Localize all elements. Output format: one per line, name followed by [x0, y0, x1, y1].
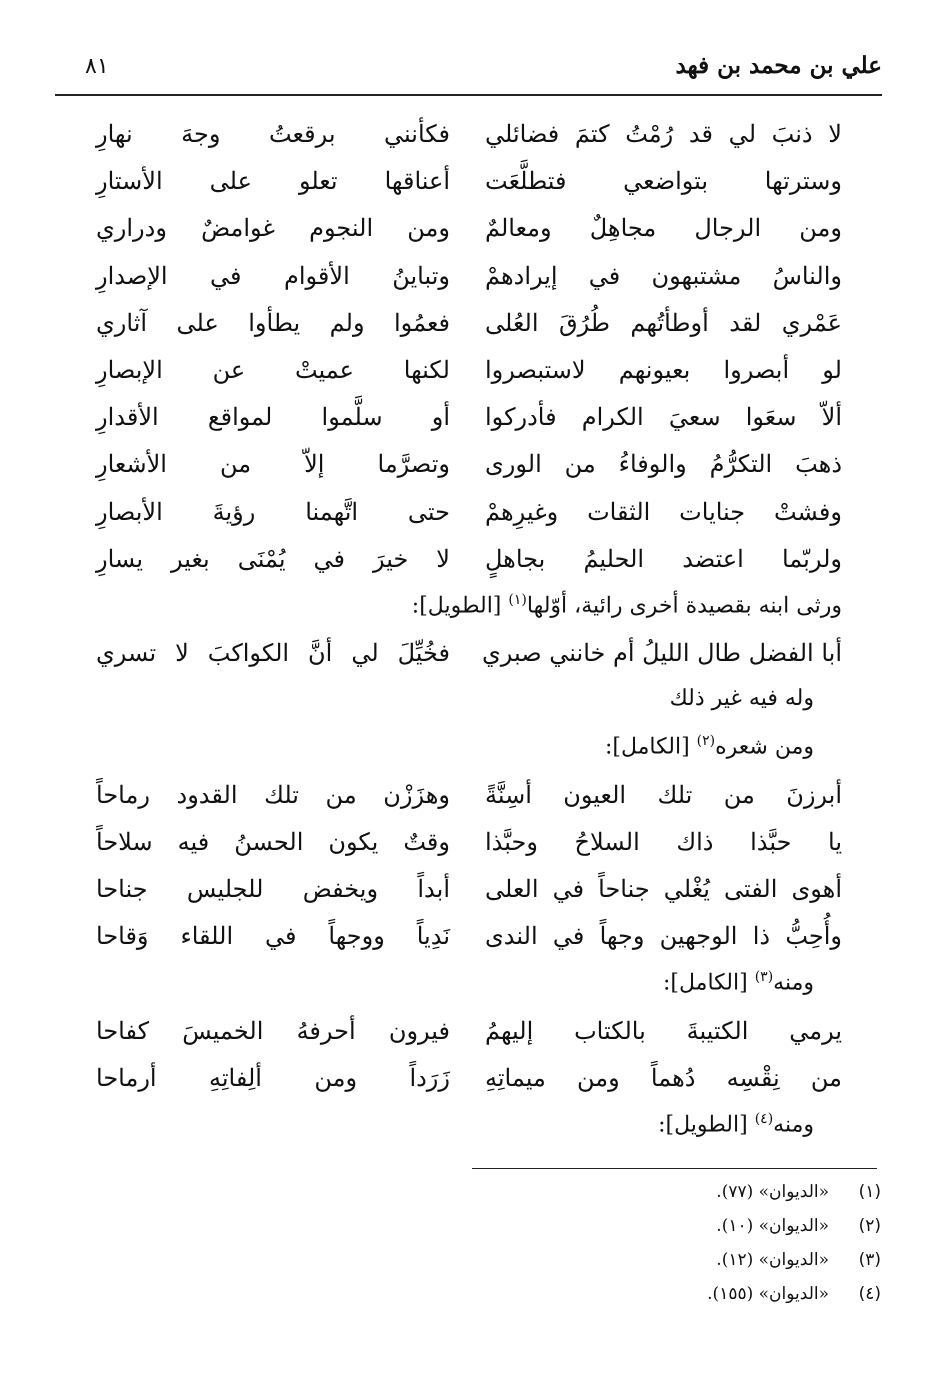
footnote-separator — [472, 1168, 877, 1169]
footnote-text: «الديوان» (٧٧). — [716, 1182, 829, 1202]
prose-line — [0, 588, 939, 635]
prose-text-main: ورثى ابنه بقصيدة أخرى رائية، أوّلها — [526, 593, 842, 619]
prose-text-main: ومن شعره — [715, 734, 814, 760]
footnote-number: (٤) — [858, 1284, 881, 1304]
verse-line — [0, 541, 939, 588]
footnote-marker: (٣) — [754, 969, 774, 986]
first-hemistich: وسترتها بتواضعي فتطلَّعَت — [485, 167, 842, 196]
first-hemistich: والناسُ مشتبهون في إيرادهمْ — [485, 261, 842, 290]
second-hemistich: لكنها عميتْ عن الإبصارِ — [96, 355, 450, 384]
first-hemistich: أهوى الفتى يُغْلي جناحاً في العلى — [485, 875, 842, 903]
footnote-marker: (٢) — [696, 733, 716, 750]
second-hemistich: حتى اتَّهمنا رؤيةَ الأبصارِ — [96, 497, 450, 526]
first-hemistich: يا حبَّذا ذاك السلاحُ وحبَّذا — [485, 827, 842, 856]
footnote — [461, 1216, 881, 1250]
first-hemistich: ولربّما اعتضد الحليمُ بجاهلٍ — [485, 544, 842, 573]
prose-text — [605, 733, 814, 759]
first-hemistich: ومن الرجال مجاهِلٌ ومعالمٌ — [485, 214, 842, 243]
page-header — [55, 48, 882, 96]
footnote-number: (٢) — [858, 1216, 881, 1236]
verse-line — [0, 258, 939, 305]
second-hemistich: فعمُوا ولم يطأوا على آثاري — [96, 308, 450, 337]
verse-line — [0, 305, 939, 352]
first-hemistich: يرمي الكتيبةَ بالكتاب إليهمُ — [485, 1016, 842, 1045]
verse-line — [0, 777, 939, 824]
verse-line — [0, 116, 939, 163]
second-hemistich: فيرون أحرفهُ الخميسَ كفاحا — [96, 1016, 450, 1045]
first-hemistich: أبا الفضل طال الليلُ أم خانني صبري — [482, 639, 842, 668]
verse-line — [0, 918, 939, 965]
verse-line — [0, 824, 939, 871]
verse-line — [0, 399, 939, 446]
second-hemistich: لا خيرَ في يُمْنَى بغير يسارِ — [96, 544, 450, 573]
meter-label: [الكامل]: — [663, 970, 755, 996]
footnotes — [461, 1182, 881, 1318]
second-hemistich: وقتٌ يكون الحسنُ فيه سلاحاً — [96, 827, 450, 856]
footnote-number: (١) — [858, 1182, 881, 1202]
prose-line — [0, 965, 939, 1012]
second-hemistich: فكأنني برقعتُ وجهَ نهارِ — [96, 120, 450, 148]
first-hemistich: عَمْري لقد أوطأتُهم طُرُقَ العُلى — [485, 308, 842, 337]
second-hemistich: نَدِياً ووجهاً في اللقاء وَقاحا — [96, 922, 450, 951]
second-hemistich: فخُيِّلَ لي أنَّ الكواكبَ لا تسري — [96, 639, 450, 668]
verse-line — [0, 163, 939, 210]
footnote — [461, 1182, 881, 1216]
prose-line — [0, 682, 939, 729]
prose-text-main: وله فيه غير ذلك — [669, 686, 814, 712]
meter-label: [الكامل]: — [604, 734, 697, 760]
second-hemistich: أبداً ويخفض للجليس جناحا — [96, 875, 450, 903]
verse-line — [0, 352, 939, 399]
prose-text — [663, 969, 814, 995]
verse-line — [0, 446, 939, 493]
second-hemistich: أعناقها تعلو على الأستارِ — [96, 167, 450, 196]
footnote — [461, 1284, 881, 1318]
prose-text — [670, 686, 814, 711]
meter-label: [الطويل]: — [411, 593, 509, 619]
footnote-marker: (١) — [508, 591, 527, 608]
first-hemistich: لا ذنبَ لي قد رُمْتُ كتمَ فضائلي — [485, 120, 842, 148]
first-hemistich: لو أبصروا بعيونهم لاستبصروا — [485, 355, 842, 384]
prose-text-main: ومنه — [773, 970, 814, 996]
running-title: علي بن محمد بن فهد — [675, 52, 882, 79]
verse-line — [0, 494, 939, 541]
footnote-marker: (٤) — [754, 1110, 774, 1127]
prose-text-main: ومنه — [773, 1112, 814, 1138]
page-body — [0, 116, 939, 1154]
footnote-text: «الديوان» (١٠). — [716, 1216, 829, 1236]
footnote — [461, 1250, 881, 1284]
first-hemistich: وأُحِبُّ ذا الوجهين وجهاً في الندى — [485, 922, 842, 951]
second-hemistich: وتصرَّما إلاّ من الأشعارِ — [96, 450, 450, 479]
footnote-number: (٣) — [858, 1250, 881, 1270]
prose-line — [0, 1107, 939, 1154]
first-hemistich: أبرزنَ من تلك العيون أسِنَّةً — [485, 780, 842, 809]
verse-line — [0, 635, 939, 682]
second-hemistich: وهزَزْن من تلك القدود رماحاً — [96, 780, 450, 809]
first-hemistich: ألاّ سعَوا سعيَ الكرام فأدركوا — [485, 403, 842, 432]
first-hemistich: ذهبَ التكرُّمُ والوفاءُ من الورى — [485, 450, 842, 479]
page-number: ٨١ — [85, 54, 109, 79]
verse-line — [0, 210, 939, 257]
prose-text — [658, 1111, 814, 1137]
footnote-text: «الديوان» (١٥٥). — [707, 1284, 829, 1304]
first-hemistich: من نِقْسِه دُهماً ومن ميماتِهِ — [485, 1063, 842, 1092]
verse-line — [0, 871, 939, 918]
meter-label: [الطويل]: — [658, 1112, 755, 1138]
verse-line — [0, 1060, 939, 1107]
prose-line — [0, 729, 939, 776]
second-hemistich: ومن النجوم غوامضٌ ودراري — [96, 214, 450, 243]
first-hemistich: وفشتْ جنايات الثقات وغيرِهمْ — [485, 497, 842, 526]
footnote-text: «الديوان» (١٢). — [716, 1250, 829, 1270]
second-hemistich: أو سلَّموا لمواقع الأقدارِ — [96, 403, 450, 432]
verse-line — [0, 1013, 939, 1060]
second-hemistich: وتباينُ الأقوام في الإصدارِ — [96, 261, 450, 290]
second-hemistich: زَرَداً ومن ألِفاتِهِ أرماحا — [96, 1063, 450, 1092]
prose-text — [412, 592, 842, 618]
